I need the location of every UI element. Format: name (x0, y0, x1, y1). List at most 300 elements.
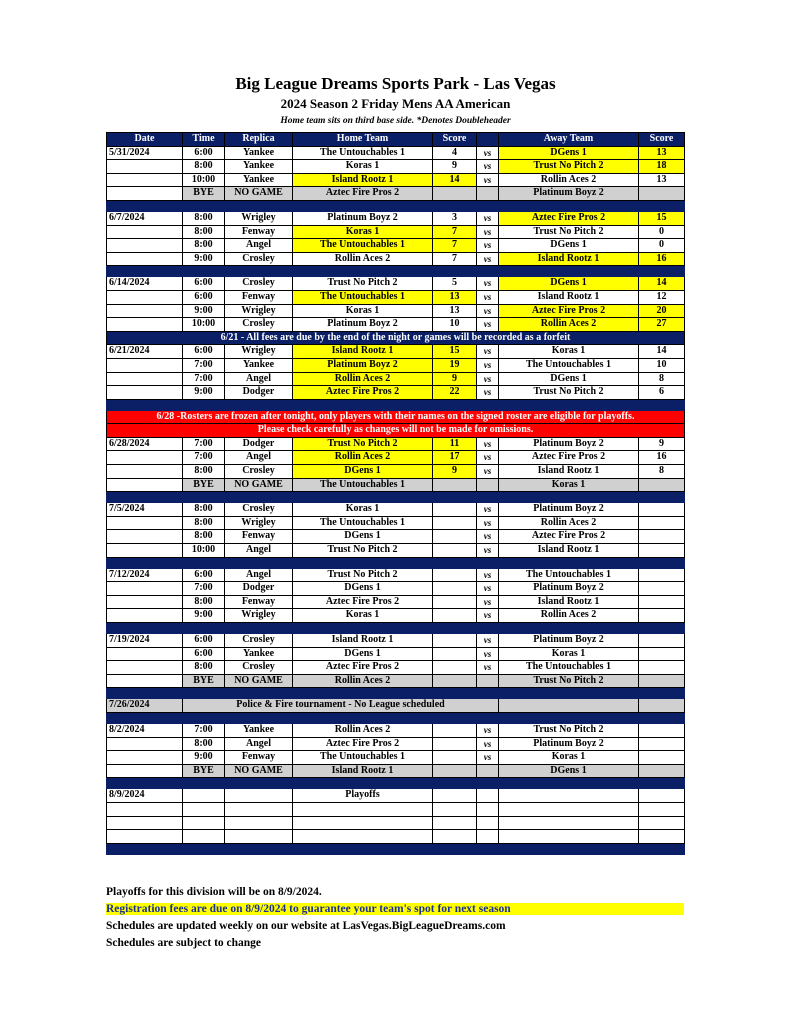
home-team-cell (293, 802, 433, 816)
date-cell: 7/26/2024 (107, 699, 183, 713)
home-team-cell: Playoffs (293, 789, 433, 803)
date-cell (107, 372, 183, 386)
time-cell: 8:00 (183, 160, 225, 174)
away-score-cell (639, 661, 685, 675)
time-cell: 7:00 (183, 723, 225, 737)
vs-cell: vs (477, 723, 499, 737)
home-team-cell: Island Rootz 1 (293, 173, 433, 187)
separator-cell (107, 266, 685, 277)
date-cell (107, 802, 183, 816)
home-team-cell: Island Rootz 1 (293, 634, 433, 648)
date-cell (107, 187, 183, 201)
table-row (107, 451, 685, 465)
col-header-home-team: Home Team (293, 133, 433, 147)
bye-row (107, 674, 685, 688)
home-team-cell: Koras 1 (293, 225, 433, 239)
home-team-cell: Platinum Boyz 2 (293, 211, 433, 225)
table-row (107, 160, 685, 174)
home-team-cell: Rollin Aces 2 (293, 252, 433, 266)
field-cell: Dodger (225, 437, 293, 451)
vs-cell (477, 802, 499, 816)
home-score-cell (433, 647, 477, 661)
week-separator (107, 623, 685, 634)
home-score-cell (433, 789, 477, 803)
date-cell (107, 239, 183, 253)
time-cell: BYE (183, 187, 225, 201)
time-cell (183, 830, 225, 844)
away-team-cell: Aztec Fire Pros 2 (499, 211, 639, 225)
away-team-cell: Rollin Aces 2 (499, 318, 639, 332)
vs-cell: vs (477, 647, 499, 661)
field-cell: Crosley (225, 634, 293, 648)
away-score-cell (639, 802, 685, 816)
home-team-cell: Island Rootz 1 (293, 764, 433, 778)
alert-row (107, 410, 685, 424)
table-row (107, 530, 685, 544)
away-team-cell (499, 830, 639, 844)
away-score-cell: 20 (639, 304, 685, 318)
table-row (107, 723, 685, 737)
date-cell (107, 516, 183, 530)
field-cell: Wrigley (225, 345, 293, 359)
home-team-cell: Rollin Aces 2 (293, 451, 433, 465)
week-separator (107, 778, 685, 789)
field-cell: Yankee (225, 160, 293, 174)
away-score-cell (639, 764, 685, 778)
table-row (107, 582, 685, 596)
field-cell (225, 802, 293, 816)
vs-cell: vs (477, 582, 499, 596)
table-row (107, 802, 685, 816)
home-score-cell: 7 (433, 225, 477, 239)
field-cell (225, 789, 293, 803)
home-team-cell: Trust No Pitch 2 (293, 544, 433, 558)
home-team-cell: Aztec Fire Pros 2 (293, 187, 433, 201)
away-team-cell: Rollin Aces 2 (499, 609, 639, 623)
time-cell (183, 802, 225, 816)
home-score-cell: 14 (433, 173, 477, 187)
table-row (107, 146, 685, 160)
time-cell: 7:00 (183, 582, 225, 596)
time-cell: 9:00 (183, 386, 225, 400)
home-team-cell: Rollin Aces 2 (293, 674, 433, 688)
home-team-cell: DGens 1 (293, 647, 433, 661)
col-header-time: Time (183, 133, 225, 147)
vs-cell: vs (477, 239, 499, 253)
time-cell: BYE (183, 764, 225, 778)
vs-cell (477, 674, 499, 688)
home-team-cell: DGens 1 (293, 465, 433, 479)
date-cell: 6/7/2024 (107, 211, 183, 225)
field-cell: Fenway (225, 530, 293, 544)
time-cell: 8:00 (183, 239, 225, 253)
vs-cell: vs (477, 146, 499, 160)
week-separator (107, 200, 685, 211)
time-cell: 6:00 (183, 290, 225, 304)
home-team-cell: Trust No Pitch 2 (293, 277, 433, 291)
separator-cell (107, 712, 685, 723)
away-team-cell: The Untouchables 1 (499, 358, 639, 372)
time-cell: 6:00 (183, 634, 225, 648)
home-score-cell: 15 (433, 345, 477, 359)
table-row (107, 358, 685, 372)
home-team-cell: Platinum Boyz 2 (293, 318, 433, 332)
field-cell: Dodger (225, 386, 293, 400)
week-separator (107, 557, 685, 568)
footer-website-note: Schedules are updated weekly on our website at LasVegas.BigLeagueDreams.com (106, 920, 506, 932)
away-team-cell (499, 816, 639, 830)
time-cell (183, 816, 225, 830)
bye-row (107, 478, 685, 492)
away-score-cell (639, 530, 685, 544)
vs-cell: vs (477, 173, 499, 187)
time-cell: 10:00 (183, 544, 225, 558)
field-cell: Yankee (225, 358, 293, 372)
field-cell: Wrigley (225, 516, 293, 530)
field-cell: NO GAME (225, 187, 293, 201)
away-team-cell: Trust No Pitch 2 (499, 723, 639, 737)
home-team-cell: Trust No Pitch 2 (293, 437, 433, 451)
away-team-cell: Aztec Fire Pros 2 (499, 530, 639, 544)
away-team-cell: Island Rootz 1 (499, 595, 639, 609)
vs-cell: vs (477, 160, 499, 174)
date-cell: 6/21/2024 (107, 345, 183, 359)
vs-cell: vs (477, 595, 499, 609)
field-cell: NO GAME (225, 478, 293, 492)
away-team-cell: Island Rootz 1 (499, 544, 639, 558)
vs-cell: vs (477, 345, 499, 359)
time-cell: BYE (183, 674, 225, 688)
away-team-cell: DGens 1 (499, 372, 639, 386)
date-cell (107, 737, 183, 751)
home-team-cell: Koras 1 (293, 160, 433, 174)
away-team-cell: Platinum Boyz 2 (499, 737, 639, 751)
separator-cell (107, 399, 685, 410)
vs-cell: vs (477, 634, 499, 648)
away-team-cell: Island Rootz 1 (499, 252, 639, 266)
field-cell: Fenway (225, 290, 293, 304)
field-cell: Angel (225, 239, 293, 253)
home-score-cell (433, 674, 477, 688)
home-score-cell (433, 751, 477, 765)
home-score-cell (433, 816, 477, 830)
date-cell: 8/9/2024 (107, 789, 183, 803)
vs-cell: vs (477, 503, 499, 517)
table-row (107, 372, 685, 386)
home-score-cell (433, 530, 477, 544)
vs-cell: vs (477, 277, 499, 291)
time-cell: 8:00 (183, 211, 225, 225)
field-cell: Angel (225, 544, 293, 558)
field-cell: Crosley (225, 503, 293, 517)
date-cell (107, 816, 183, 830)
home-team-cell: Rollin Aces 2 (293, 372, 433, 386)
date-cell (107, 451, 183, 465)
page-title: Big League Dreams Sports Park - Las Vegas (235, 74, 556, 93)
home-score-cell (433, 478, 477, 492)
away-team-cell: Platinum Boyz 2 (499, 437, 639, 451)
table-row (107, 516, 685, 530)
home-team-cell: Rollin Aces 2 (293, 723, 433, 737)
home-team-cell: Aztec Fire Pros 2 (293, 737, 433, 751)
home-score-cell (433, 503, 477, 517)
home-score-cell (433, 582, 477, 596)
home-score-cell (433, 634, 477, 648)
away-score-cell (639, 789, 685, 803)
away-score-cell: 13 (639, 173, 685, 187)
table-row (107, 252, 685, 266)
vs-cell: vs (477, 437, 499, 451)
away-score-cell (639, 816, 685, 830)
separator-cell (107, 778, 685, 789)
vs-cell: vs (477, 318, 499, 332)
separator-cell (107, 557, 685, 568)
away-team-cell: Platinum Boyz 2 (499, 187, 639, 201)
away-score-cell (639, 516, 685, 530)
vs-cell (477, 187, 499, 201)
away-score-cell: 18 (639, 160, 685, 174)
table-row (107, 609, 685, 623)
home-score-cell (433, 723, 477, 737)
home-score-cell: 9 (433, 372, 477, 386)
table-row (107, 277, 685, 291)
col-header-date: Date (107, 133, 183, 147)
home-team-cell: The Untouchables 1 (293, 751, 433, 765)
vs-cell (477, 816, 499, 830)
time-cell: 6:00 (183, 647, 225, 661)
away-score-cell (639, 751, 685, 765)
table-row (107, 830, 685, 844)
vs-cell: vs (477, 661, 499, 675)
table-row (107, 318, 685, 332)
home-team-cell (293, 830, 433, 844)
table-row (107, 437, 685, 451)
table-row (107, 816, 685, 830)
table-row (107, 789, 685, 803)
field-cell: Wrigley (225, 304, 293, 318)
home-team-cell: Koras 1 (293, 609, 433, 623)
away-score-cell (639, 723, 685, 737)
home-score-cell: 7 (433, 252, 477, 266)
away-score-cell: 9 (639, 437, 685, 451)
vs-cell: vs (477, 737, 499, 751)
away-score-cell (639, 187, 685, 201)
away-score-cell (639, 647, 685, 661)
time-cell (183, 789, 225, 803)
page-subtitle: 2024 Season 2 Friday Mens AA American (280, 96, 511, 111)
field-cell: Wrigley (225, 211, 293, 225)
away-team-cell: Koras 1 (499, 478, 639, 492)
home-team-cell: Aztec Fire Pros 2 (293, 661, 433, 675)
time-cell: 9:00 (183, 609, 225, 623)
away-team-cell: Koras 1 (499, 647, 639, 661)
vs-cell: vs (477, 516, 499, 530)
home-score-cell: 5 (433, 277, 477, 291)
table-row (107, 386, 685, 400)
away-team-cell: DGens 1 (499, 146, 639, 160)
away-team-cell: DGens 1 (499, 239, 639, 253)
time-cell: 9:00 (183, 304, 225, 318)
vs-cell: vs (477, 290, 499, 304)
away-team-cell: DGens 1 (499, 277, 639, 291)
alert-text: 6/28 -Rosters are frozen after tonight, only players with their names on the signed roster are eligible for playoffs. (107, 410, 685, 424)
col-header-home-score: Score (433, 133, 477, 147)
vs-cell: vs (477, 451, 499, 465)
vs-cell: vs (477, 304, 499, 318)
date-cell (107, 478, 183, 492)
away-team-cell: DGens 1 (499, 764, 639, 778)
away-score-cell (639, 478, 685, 492)
separator-cell (107, 623, 685, 634)
vs-cell (477, 830, 499, 844)
time-cell: 8:00 (183, 595, 225, 609)
table-row (107, 647, 685, 661)
away-score-cell: 16 (639, 252, 685, 266)
home-score-cell (433, 568, 477, 582)
away-score-cell: 0 (639, 239, 685, 253)
table-row (107, 304, 685, 318)
separator-cell (107, 688, 685, 699)
home-team-cell: Platinum Boyz 2 (293, 358, 433, 372)
time-cell: 7:00 (183, 372, 225, 386)
home-score-cell: 7 (433, 239, 477, 253)
field-cell: Angel (225, 737, 293, 751)
home-team-cell: Aztec Fire Pros 2 (293, 386, 433, 400)
table-row (107, 345, 685, 359)
date-cell (107, 582, 183, 596)
home-score-cell (433, 595, 477, 609)
away-score-cell (639, 674, 685, 688)
alert-text: Please check carefully as changes will not be made for omissions. (107, 424, 685, 438)
field-cell: Crosley (225, 252, 293, 266)
away-team-cell: Island Rootz 1 (499, 465, 639, 479)
away-team-cell: Trust No Pitch 2 (499, 386, 639, 400)
time-cell: 10:00 (183, 173, 225, 187)
time-cell: 7:00 (183, 437, 225, 451)
no-league-text: Police & Fire tournament - No League scheduled (183, 699, 499, 713)
time-cell: 8:00 (183, 503, 225, 517)
field-cell (225, 830, 293, 844)
time-cell: 7:00 (183, 451, 225, 465)
home-team-cell: Koras 1 (293, 503, 433, 517)
home-team-cell: The Untouchables 1 (293, 239, 433, 253)
table-row (107, 737, 685, 751)
date-cell (107, 595, 183, 609)
away-team-cell: Trust No Pitch 2 (499, 160, 639, 174)
field-cell: Yankee (225, 146, 293, 160)
vs-cell (477, 764, 499, 778)
field-cell: Dodger (225, 582, 293, 596)
no-league-row (107, 699, 685, 713)
away-team-cell: Aztec Fire Pros 2 (499, 304, 639, 318)
field-cell: NO GAME (225, 764, 293, 778)
away-team-cell: Rollin Aces 2 (499, 516, 639, 530)
away-score-cell (639, 568, 685, 582)
away-score-cell (639, 634, 685, 648)
table-row (107, 634, 685, 648)
time-cell: 8:00 (183, 661, 225, 675)
date-cell: 7/5/2024 (107, 503, 183, 517)
time-cell: 9:00 (183, 252, 225, 266)
date-cell (107, 465, 183, 479)
home-score-cell: 9 (433, 160, 477, 174)
away-score-cell: 16 (639, 451, 685, 465)
table-row (107, 290, 685, 304)
footer-registration-note: Registration fees are due on 8/9/2024 to guarantee your team's spot for next season (106, 903, 684, 915)
field-cell: Angel (225, 568, 293, 582)
away-score-cell: 10 (639, 358, 685, 372)
table-row (107, 225, 685, 239)
away-score-cell: 6 (639, 386, 685, 400)
time-cell: 7:00 (183, 358, 225, 372)
field-cell: NO GAME (225, 674, 293, 688)
away-score-cell: 12 (639, 290, 685, 304)
away-score-cell (639, 582, 685, 596)
schedule-table (106, 132, 685, 855)
bye-row (107, 764, 685, 778)
footer-playoffs-note: Playoffs for this division will be on 8/9/2024. (106, 886, 322, 898)
field-cell: Fenway (225, 225, 293, 239)
date-cell (107, 661, 183, 675)
away-team-cell: The Untouchables 1 (499, 661, 639, 675)
home-team-cell: Koras 1 (293, 304, 433, 318)
bye-row (107, 187, 685, 201)
away-score-cell: 13 (639, 146, 685, 160)
vs-cell: vs (477, 530, 499, 544)
vs-cell: vs (477, 211, 499, 225)
week-separator (107, 843, 685, 854)
field-cell: Yankee (225, 173, 293, 187)
vs-cell: vs (477, 358, 499, 372)
home-score-cell: 4 (433, 146, 477, 160)
vs-cell: vs (477, 544, 499, 558)
field-cell: Crosley (225, 318, 293, 332)
field-cell: Crosley (225, 277, 293, 291)
home-score-cell (433, 764, 477, 778)
away-score-cell: 14 (639, 345, 685, 359)
away-team-cell: Trust No Pitch 2 (499, 225, 639, 239)
home-score-cell (433, 609, 477, 623)
away-team-cell: Island Rootz 1 (499, 290, 639, 304)
time-cell: 6:00 (183, 277, 225, 291)
away-team-cell: Platinum Boyz 2 (499, 634, 639, 648)
away-team-cell: Rollin Aces 2 (499, 173, 639, 187)
home-score-cell: 17 (433, 451, 477, 465)
home-score-cell (433, 544, 477, 558)
home-team-cell: The Untouchables 1 (293, 146, 433, 160)
date-cell (107, 358, 183, 372)
away-team-cell (499, 802, 639, 816)
table-header-row (107, 133, 685, 147)
field-cell: Wrigley (225, 609, 293, 623)
field-cell: Yankee (225, 723, 293, 737)
table-row (107, 173, 685, 187)
field-cell: Angel (225, 451, 293, 465)
time-cell: 8:00 (183, 737, 225, 751)
time-cell: 6:00 (183, 568, 225, 582)
field-cell: Crosley (225, 465, 293, 479)
away-team-cell: Trust No Pitch 2 (499, 674, 639, 688)
date-cell: 7/12/2024 (107, 568, 183, 582)
away-score-cell (639, 595, 685, 609)
date-cell (107, 647, 183, 661)
home-team-cell: The Untouchables 1 (293, 478, 433, 492)
field-cell: Crosley (225, 661, 293, 675)
home-score-cell (433, 661, 477, 675)
date-cell: 6/14/2024 (107, 277, 183, 291)
week-separator (107, 266, 685, 277)
away-team-cell (499, 789, 639, 803)
